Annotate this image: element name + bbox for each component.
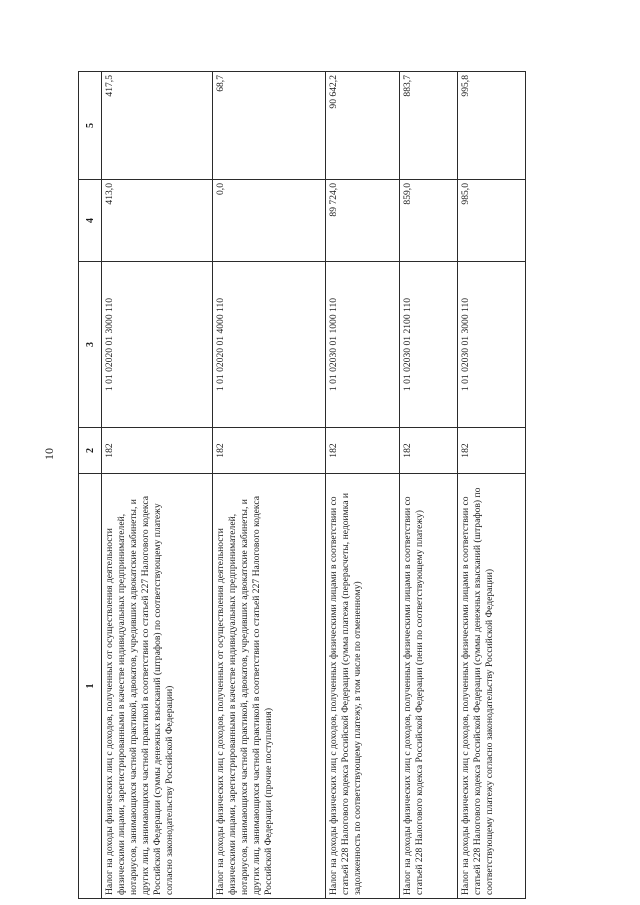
row-budget-code: 1 01 02030 01 1000 110 xyxy=(326,262,400,428)
row-description: Налог на доходы физических лиц с доходов, полученных от осуществления деятельности физическими лицами, зарегистрированными в качестве индивидуальных предпринимателей, нотариусов, занимающихся частной практикой, адвокатов, учредивших адвокатские кабинеты, и других лиц, занимающихся частной практикой в соответствии со статьей 227 Налогового кодекса Российской Федерации (суммы денежных взысканий (штрафов) по соответствующему платежу согласно законодательству Российской Федерации) xyxy=(102,474,213,899)
row-value-col5: 417,5 xyxy=(102,72,213,180)
row-budget-code: 1 01 02020 01 3000 110 xyxy=(102,262,213,428)
column-header-4: 4 xyxy=(79,180,102,262)
row-value-col5: 90 642,2 xyxy=(326,72,400,180)
row-value-col4: 89 724,0 xyxy=(326,180,400,262)
page-number: 10 xyxy=(42,448,56,460)
row-value-col5: 995,8 xyxy=(458,72,526,180)
table-row xyxy=(102,72,213,899)
column-header-3: 3 xyxy=(79,262,102,428)
row-budget-code: 1 01 02030 01 2100 110 xyxy=(400,262,458,428)
row-admin-code: 182 xyxy=(213,428,326,474)
row-description: Налог на доходы физических лиц с доходов, полученных физическими лицами в соответствии со статьей 228 Налогового кодекса Российской Федерации (суммы денежных взысканий (штрафов) по соответствующему платежу согласно законодательству Российской Федерации) xyxy=(458,474,526,899)
column-header-1: 1 xyxy=(79,474,102,899)
row-value-col4: 413,0 xyxy=(102,180,213,262)
row-admin-code: 182 xyxy=(458,428,526,474)
table-row xyxy=(458,72,526,899)
revenue-table xyxy=(78,71,526,899)
row-budget-code: 1 01 02020 01 4000 110 xyxy=(213,262,326,428)
table-container xyxy=(78,72,524,899)
table-row xyxy=(326,72,400,899)
row-value-col4: 985,0 xyxy=(458,180,526,262)
row-budget-code: 1 01 02030 01 3000 110 xyxy=(458,262,526,428)
row-admin-code: 182 xyxy=(400,428,458,474)
row-admin-code: 182 xyxy=(102,428,213,474)
table-row xyxy=(400,72,458,899)
row-value-col4: 859,0 xyxy=(400,180,458,262)
row-value-col4: 0,0 xyxy=(213,180,326,262)
table-header-row xyxy=(79,72,102,899)
column-header-2: 2 xyxy=(79,428,102,474)
row-description: Налог на доходы физических лиц с доходов, полученных от осуществления деятельности физическими лицами, зарегистрированными в качестве индивидуальных предпринимателей, нотариусов, занимающихся частной практикой, адвокатов, учредивших адвокатские кабинеты, и других лиц, занимающихся частной практикой в соответствии со статьей 227 Налогового кодекса Российской Федерации (прочие поступления) xyxy=(213,474,326,899)
rotated-table-frame xyxy=(78,72,524,899)
row-description: Налог на доходы физических лиц с доходов, полученных физическими лицами в соответствии со статьей 228 Налогового кодекса Российской Федерации (сумма платежа (перерасчеты, недоимка и задолженность по соответствующему платежу, в том числе по отмененному) xyxy=(326,474,400,899)
column-header-5: 5 xyxy=(79,72,102,180)
row-description: Налог на доходы физических лиц с доходов, полученных физическими лицами в соответствии со статьей 228 Налогового кодекса Российской Федерации (пени по соответствующему платежу) xyxy=(400,474,458,899)
table-row xyxy=(213,72,326,899)
row-value-col5: 883,7 xyxy=(400,72,458,180)
row-admin-code: 182 xyxy=(326,428,400,474)
row-value-col5: 68,7 xyxy=(213,72,326,180)
